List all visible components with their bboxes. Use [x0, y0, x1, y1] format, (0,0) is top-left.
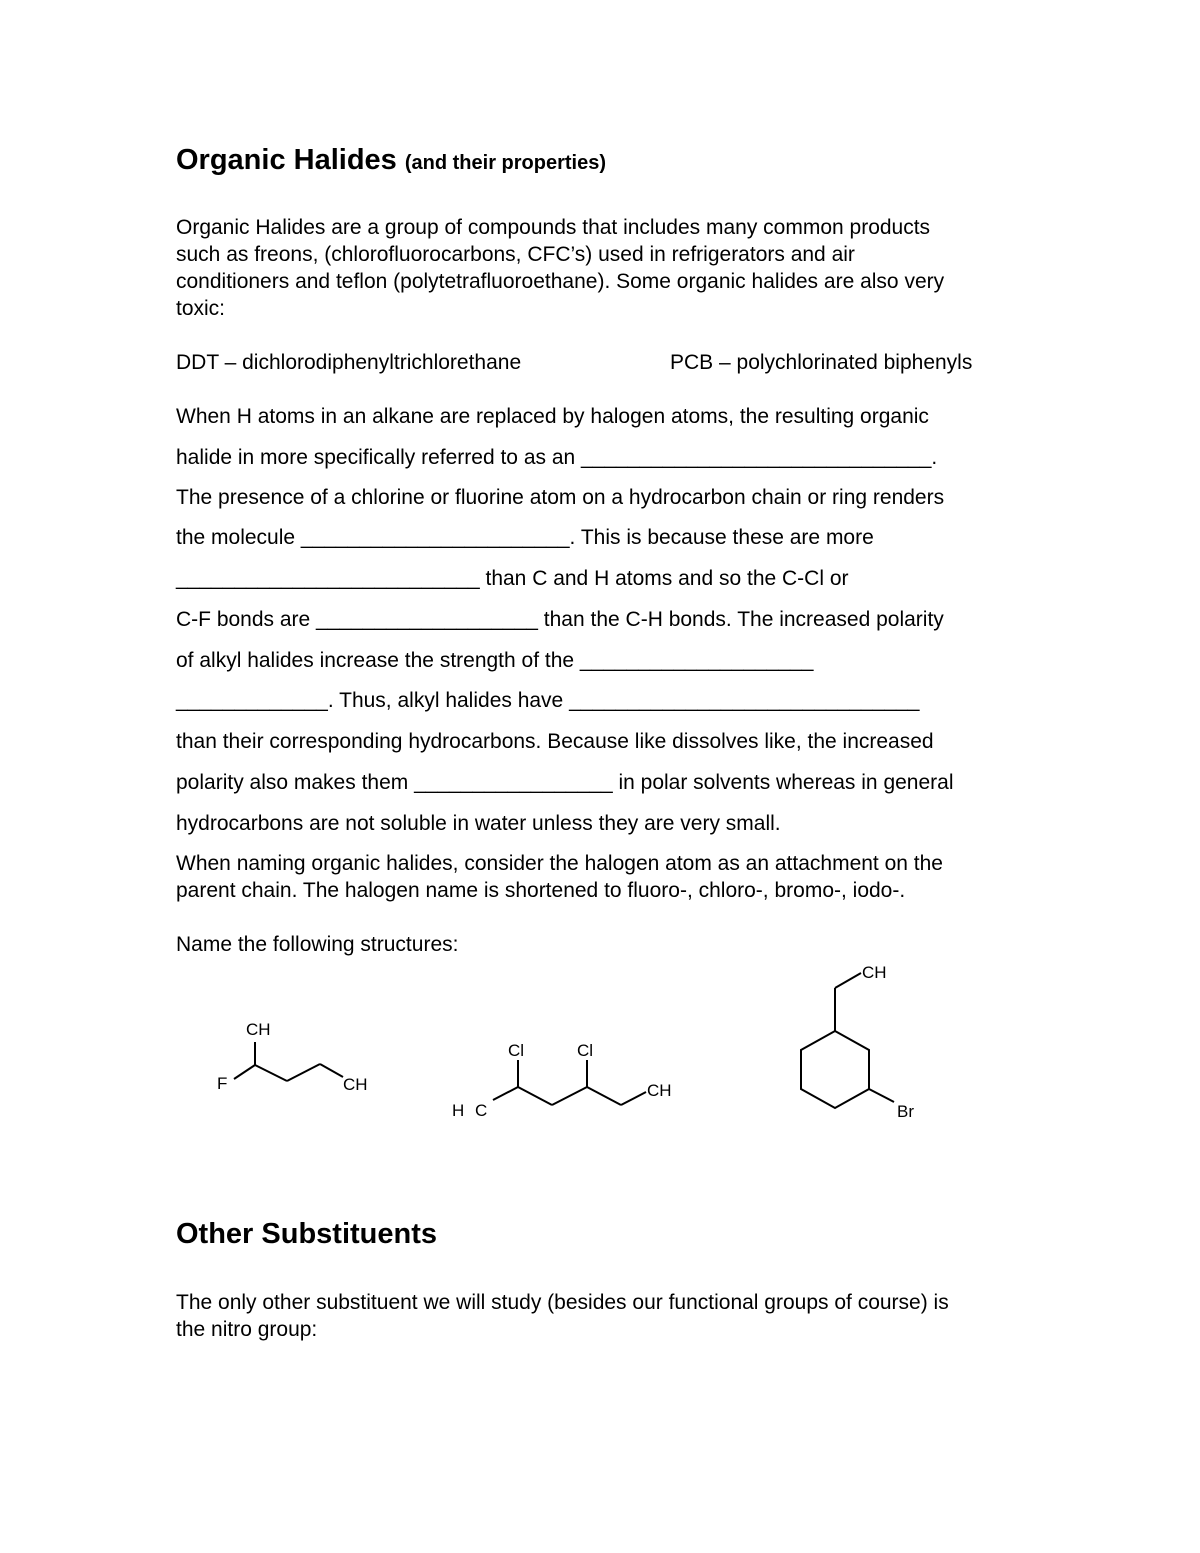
fill-line: than their corresponding hydrocarbons. Because like dissolves like, the increased: [176, 730, 934, 753]
bond: [587, 1087, 621, 1105]
atom-label-cl: Cl: [577, 1041, 594, 1060]
intro-line: such as freons, (chlorofluorocarbons, CFC’s) used in refrigerators and air: [176, 243, 855, 266]
atom-label-ch: CH: [343, 1075, 368, 1094]
fill-line: C-F bonds are ___________________ than the C-H bonds. The increased polarity: [176, 608, 944, 631]
fill-line: halide in more specifically referred to as an ______________________________.: [176, 446, 938, 469]
fill-line: The presence of a chlorine or fluorine atom on a hydrocarbon chain or ring renders: [176, 486, 945, 509]
bond: [552, 1087, 587, 1105]
fill-line: polarity also makes them _________________ in polar solvents whereas in general: [176, 771, 954, 794]
fill-line: When H atoms in an alkane are replaced by halogen atoms, the resulting organic: [176, 405, 929, 428]
bond: [869, 1089, 894, 1102]
fill-line: __________________________ than C and H atoms and so the C-Cl or: [176, 567, 849, 590]
intro-line: Organic Halides are a group of compounds that includes many common products: [176, 216, 931, 239]
section-paragraph: [176, 1289, 949, 1343]
atom-label-cl: Cl: [508, 1041, 525, 1060]
bond: [621, 1092, 646, 1105]
section-line: The only other substituent we will study (besides our functional groups of course) is: [176, 1291, 949, 1314]
intro-line: toxic:: [176, 297, 226, 320]
bond: [835, 973, 861, 988]
structures-prompt: Name the following structures:: [176, 933, 459, 956]
atom-label-f: F: [217, 1074, 228, 1093]
fill-line: _____________. Thus, alkyl halides have ______________________________: [176, 689, 920, 712]
naming-line: parent chain. The halogen name is shortened to fluoro-, chloro-, bromo-, iodo-.: [176, 879, 906, 902]
fill-line: hydrocarbons are not soluble in water unless they are very small.: [176, 812, 781, 835]
naming-line: When naming organic halides, consider the halogen atom as an attachment on the: [176, 852, 943, 875]
structure-3: [801, 973, 894, 1108]
section-heading: Other Substituents: [176, 1218, 438, 1250]
atom-label-ch: CH: [246, 1020, 271, 1039]
atom-label-c: C: [475, 1101, 488, 1120]
fill-line: of alkyl halides increase the strength of the ____________________: [176, 649, 814, 672]
example-pcb: PCB – polychlorinated biphenyls: [670, 351, 973, 374]
example-ddt: DDT – dichlorodiphenyltrichlorethane: [176, 351, 522, 374]
bond: [518, 1087, 552, 1105]
section-line: the nitro group:: [176, 1318, 318, 1341]
bond: [493, 1087, 518, 1100]
bond: [287, 1064, 320, 1081]
intro-line: conditioners and teflon (polytetrafluoroethane). Some organic halides are also very: [176, 270, 945, 293]
atom-label-h: H: [452, 1101, 465, 1120]
bond: [234, 1065, 255, 1079]
bond: [320, 1064, 343, 1077]
title-subtitle: (and their properties): [404, 152, 607, 174]
structure-1: [234, 1042, 343, 1081]
bond: [255, 1065, 287, 1081]
fill-line: the molecule _______________________. This is because these are more: [176, 526, 874, 549]
atom-label-br: Br: [897, 1102, 914, 1121]
title-main: Organic Halides: [176, 144, 397, 176]
ring: [801, 1031, 869, 1108]
structure-2: [493, 1060, 646, 1105]
atom-label-ch: CH: [647, 1081, 672, 1100]
atom-label-ch: CH: [862, 963, 887, 982]
